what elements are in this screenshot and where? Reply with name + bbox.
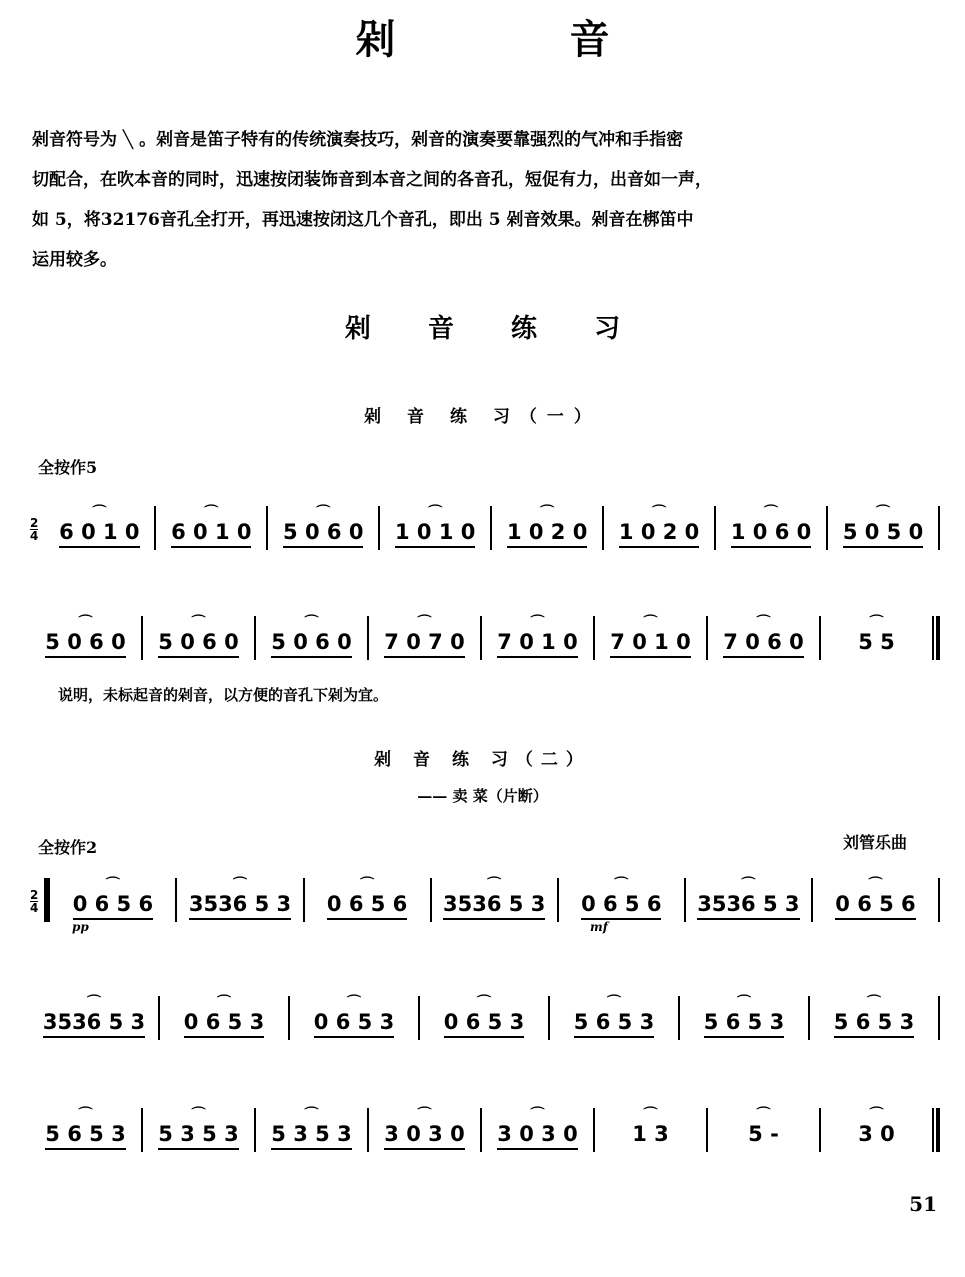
page-number: 51 — [909, 1192, 937, 1216]
note-group: ⌒ 7 0 6 0 — [723, 630, 803, 660]
note-group: ⌒ 3536 5 3 — [697, 892, 799, 922]
measure — [305, 870, 430, 922]
note-group: ⌒ 5 3 5 3 — [271, 1122, 351, 1152]
note-group: ⌒ 3536 5 3 — [43, 1010, 145, 1040]
note-group: ⌒ 1 0 6 0 — [731, 520, 811, 550]
note-group: ⌒ 0 6 5 6 — [73, 892, 153, 922]
measure — [604, 498, 714, 550]
measure — [30, 608, 141, 660]
measure — [143, 608, 254, 660]
measure — [50, 870, 175, 922]
final-barline — [932, 616, 940, 660]
note-group: ⌒ 3 0 3 0 — [384, 1122, 464, 1152]
note-group: ⌒ 3536 5 3 — [443, 892, 545, 922]
exercise-1-title: 剁 音 练 习（一） — [364, 407, 601, 427]
time-signature: 2 4 — [30, 516, 39, 543]
measure — [828, 498, 938, 550]
measure — [30, 988, 158, 1040]
note-group: ⌒ 0 6 5 6 — [581, 892, 661, 922]
measure — [268, 498, 378, 550]
note-group: ⌒ 3 0 3 0 — [497, 1122, 577, 1152]
exercise-1-row-1 — [30, 490, 940, 550]
measure — [482, 1100, 593, 1152]
dynamic-pp: pp — [72, 920, 89, 934]
intro-line-1: 剁音符号为 ╲ 。剁音是笛子特有的传统演奏技巧，剁音的演奏要靠强烈的气冲和手指密 — [32, 130, 684, 150]
note-group: ⌒ 6 0 1 0 — [59, 520, 139, 550]
exercise-2-key: 全按作2 — [38, 838, 98, 857]
barline — [938, 878, 940, 922]
exercise-2-row-2 — [30, 980, 940, 1040]
note-group: ⌒ 3536 5 3 — [189, 892, 291, 922]
barline — [938, 506, 940, 550]
note-group: ⌒ 7 0 1 0 — [610, 630, 690, 660]
note-group: ⌒ 7 0 1 0 — [497, 630, 577, 660]
note-group: ⌒ 5 - — [748, 1122, 779, 1152]
measure — [813, 870, 938, 922]
time-signature-2: 2 4 — [30, 888, 39, 915]
measure — [595, 1100, 706, 1152]
measure — [550, 988, 678, 1040]
measure — [595, 608, 706, 660]
note-group: ⌒ 3 0 — [858, 1122, 895, 1152]
note-group: ⌒ 5 6 5 3 — [574, 1010, 654, 1040]
measure — [256, 608, 367, 660]
note-group: ⌒ 5 6 5 3 — [834, 1010, 914, 1040]
measure — [156, 498, 266, 550]
note-group: ⌒ 5 0 6 0 — [45, 630, 125, 660]
exercise-2-subtitle: —— 卖 菜（片断） — [417, 787, 548, 805]
note-group: ⌒ 1 0 2 0 — [507, 520, 587, 550]
page-title: 剁 音 — [355, 16, 690, 63]
measure — [44, 498, 154, 550]
measure — [380, 498, 490, 550]
note-group: ⌒ 5 0 6 0 — [158, 630, 238, 660]
measure — [432, 870, 557, 922]
measure — [256, 1100, 367, 1152]
note-group: ⌒ 5 0 5 0 — [843, 520, 923, 550]
measure — [810, 988, 938, 1040]
measure — [369, 608, 480, 660]
note-group: ⌒ 0 6 5 3 — [444, 1010, 524, 1040]
exercise-1-row-2 — [30, 600, 940, 660]
section-title: 剁 音 练 习 — [344, 314, 645, 344]
measure — [821, 608, 932, 660]
measure — [290, 988, 418, 1040]
measure — [369, 1100, 480, 1152]
note-group: ⌒ 5 0 6 0 — [283, 520, 363, 550]
measure — [177, 870, 302, 922]
note-group: ⌒ 0 6 5 3 — [314, 1010, 394, 1040]
intro-paragraph — [32, 120, 942, 280]
note-group: ⌒ 7 0 7 0 — [384, 630, 464, 660]
note-group: ⌒ 6 0 1 0 — [171, 520, 251, 550]
exercise-2-row-1 — [30, 862, 940, 922]
note-group: ⌒ 5 5 — [858, 630, 895, 660]
measure — [716, 498, 826, 550]
intro-line-4: 运用较多。 — [32, 250, 117, 270]
note-group: ⌒ 0 6 5 6 — [835, 892, 915, 922]
note-group: ⌒ 1 0 1 0 — [395, 520, 475, 550]
exercise-1-key: 全按作5 — [38, 458, 98, 477]
composer: 刘管乐曲 — [842, 833, 907, 852]
measure — [30, 1100, 141, 1152]
measure — [160, 988, 288, 1040]
note-group: ⌒ 5 0 6 0 — [271, 630, 351, 660]
note-group: ⌒ 5 3 5 3 — [158, 1122, 238, 1152]
barline — [938, 996, 940, 1040]
measure — [708, 1100, 819, 1152]
exercise-2-title: 剁 音 练 习（二） — [374, 750, 591, 770]
measure — [492, 498, 602, 550]
note-group: ⌒ 1 0 2 0 — [619, 520, 699, 550]
measure — [680, 988, 808, 1040]
note-group: ⌒ 1 3 — [632, 1122, 669, 1152]
measure — [143, 1100, 254, 1152]
exercise-2-row-3 — [30, 1092, 940, 1152]
note-group: ⌒ 0 6 5 3 — [184, 1010, 264, 1040]
intro-line-2: 切配合，在吹本音的同时，迅速按闭装饰音到本音之间的各音孔，短促有力，出音如一声， — [32, 170, 712, 190]
note-group: ⌒ 5 6 5 3 — [45, 1122, 125, 1152]
measure — [420, 988, 548, 1040]
note-group: ⌒ 0 6 5 6 — [327, 892, 407, 922]
measure — [482, 608, 593, 660]
measure — [821, 1100, 932, 1152]
measure — [686, 870, 811, 922]
measure — [708, 608, 819, 660]
intro-line-3: 如 5，将32176音孔全打开，再迅速按闭这几个音孔，即出 5 剁音效果。剁音在梆笛中 — [32, 210, 694, 230]
final-barline — [932, 1108, 940, 1152]
dynamic-mf: mf — [590, 920, 608, 934]
exercise-1-note: 说明，未标起音的剁音，以方便的音孔下剁为宜。 — [58, 686, 389, 704]
measure — [559, 870, 684, 922]
note-group: ⌒ 5 6 5 3 — [704, 1010, 784, 1040]
